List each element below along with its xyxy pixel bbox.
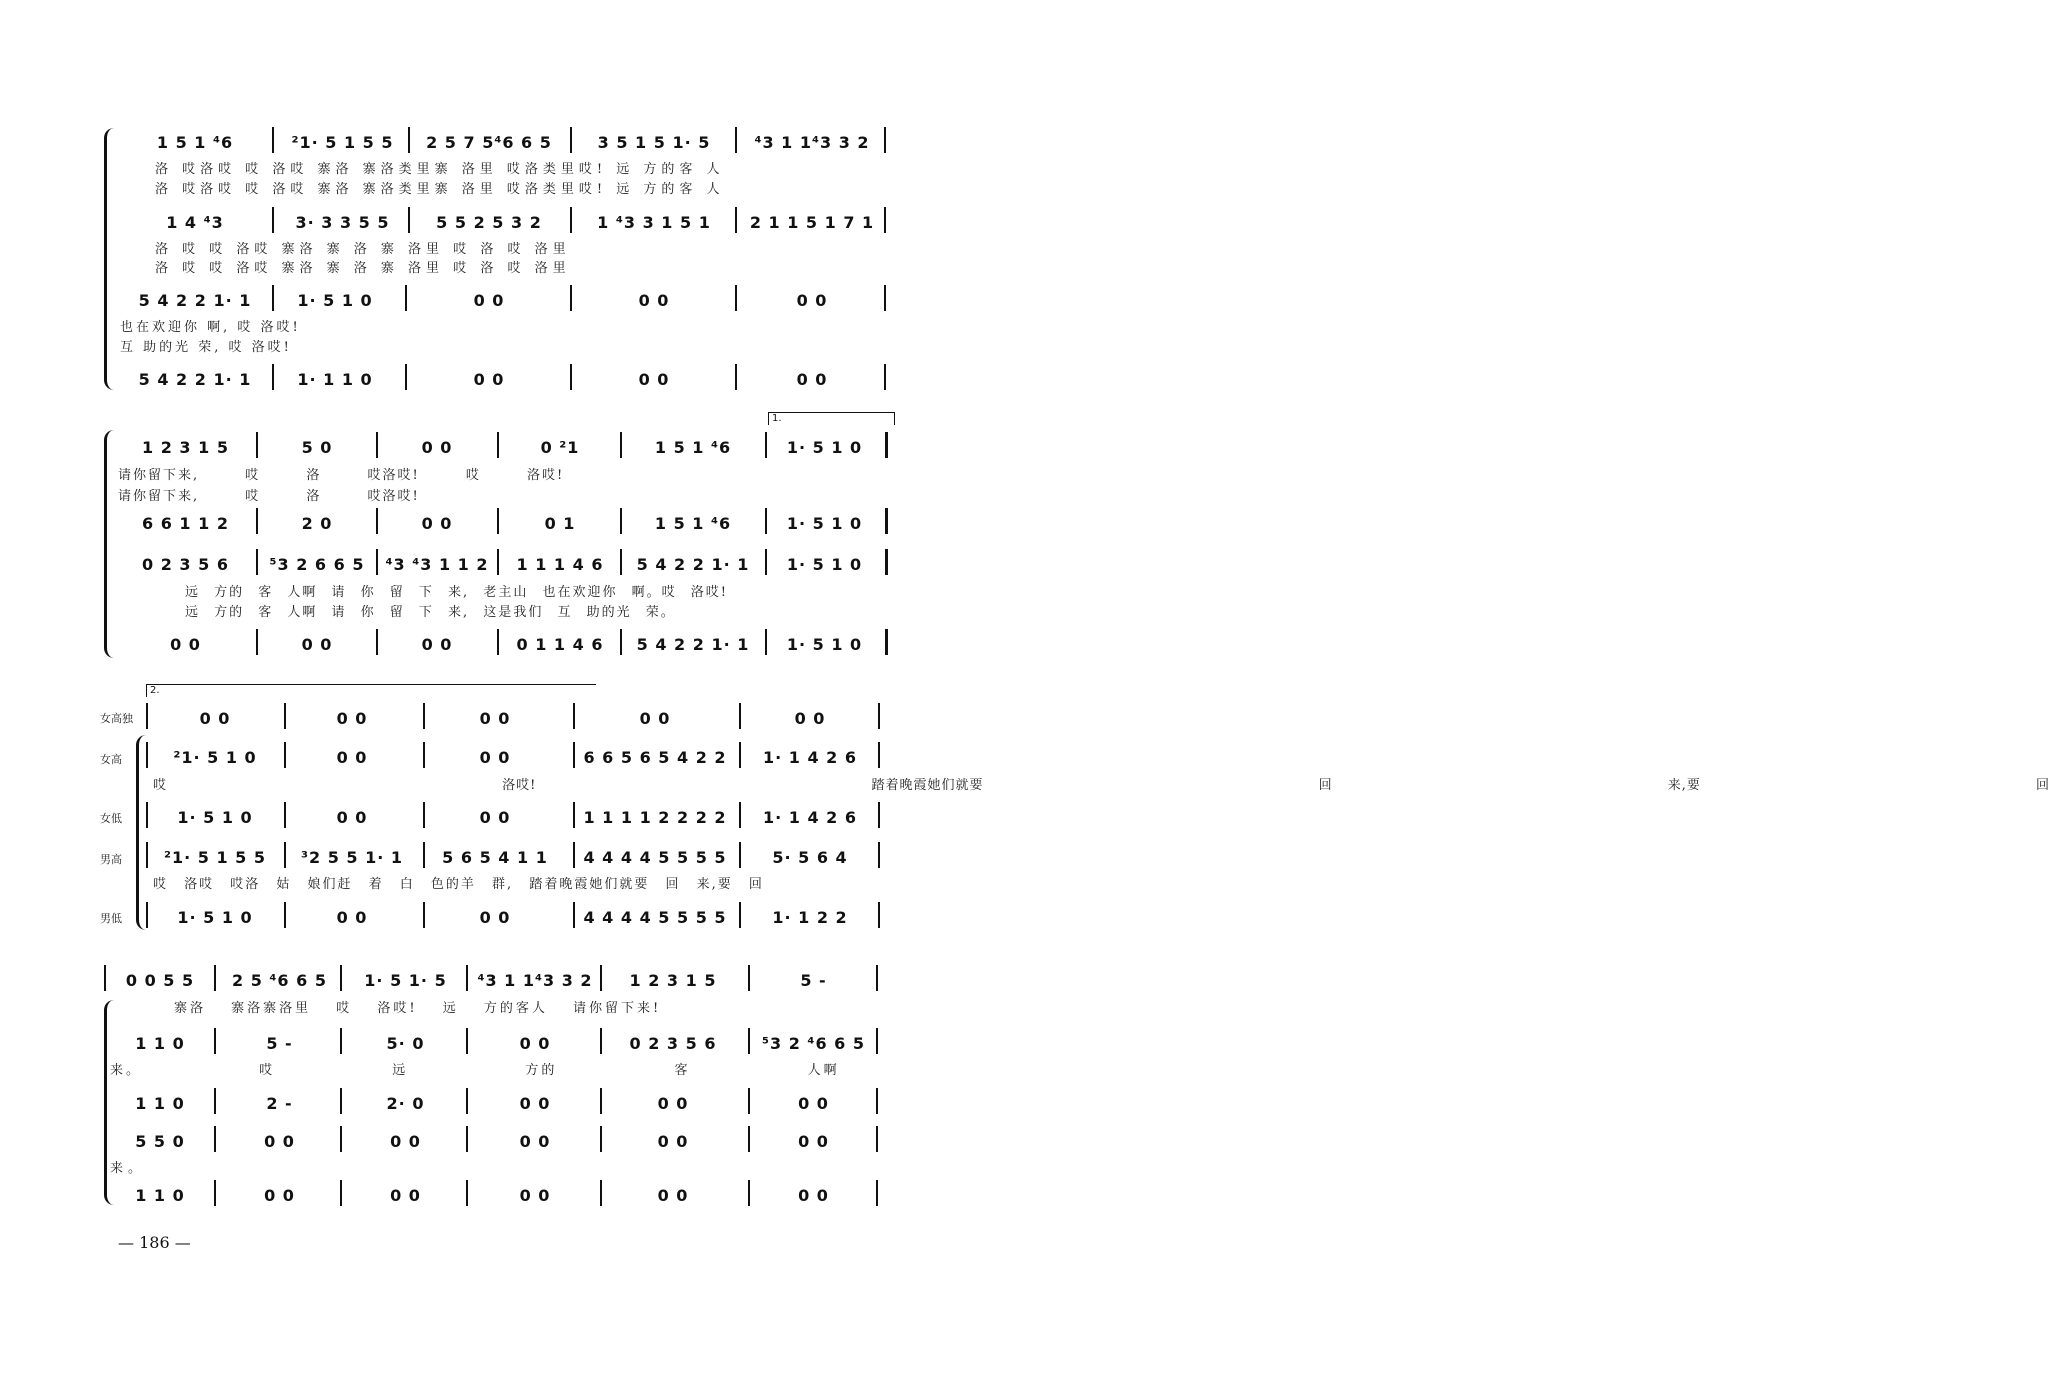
barline	[570, 127, 572, 153]
measure: 5 4 2 2 1· 1	[138, 291, 252, 310]
measure: 1 1 0	[135, 1186, 185, 1205]
barline	[739, 703, 741, 729]
barline	[573, 802, 575, 828]
barline	[284, 902, 286, 928]
lyric-line: 请你留下来, 哎 洛 哎洛哎! 哎 洛哎!	[118, 468, 565, 483]
system-brace	[104, 430, 119, 658]
barline	[748, 1180, 750, 1206]
measure: ⁴3 ⁴3 1 1 2	[385, 555, 489, 574]
lyric-line: 洛 哎 哎 洛哎 寨洛 寨 洛 寨 洛里 哎 洛 哎 洛里	[155, 261, 571, 276]
measure: 1· 5 1 0	[177, 908, 253, 927]
voice-label: 男高	[100, 853, 122, 866]
barline	[146, 742, 148, 768]
barline	[256, 549, 258, 575]
measure: 1 2 3 1 5	[629, 971, 717, 990]
barline	[570, 285, 572, 311]
barline	[272, 364, 274, 390]
barline	[735, 127, 737, 153]
measure: 0 0	[798, 1186, 829, 1205]
barline	[423, 842, 425, 868]
barline	[620, 508, 622, 534]
measure: 3· 3 3 5 5	[295, 213, 390, 232]
measure: 0 0	[639, 709, 671, 728]
measure: 5 6 5 4 1 1	[442, 848, 548, 867]
repeat-barline	[885, 629, 888, 655]
barline	[466, 965, 468, 991]
barline	[408, 207, 410, 233]
barline	[497, 629, 499, 655]
barline	[570, 207, 572, 233]
barline	[284, 802, 286, 828]
barline	[423, 742, 425, 768]
measure: 0 0	[170, 635, 201, 654]
barline	[600, 1180, 602, 1206]
barline	[256, 629, 258, 655]
staff-row	[0, 514, 990, 536]
measure: ²1· 5 1 5 5	[163, 848, 267, 867]
measure: 0 0	[796, 291, 828, 310]
repeat-barline	[885, 508, 888, 534]
barline	[884, 285, 886, 311]
barline	[376, 549, 378, 575]
measure: 1 1 0	[135, 1034, 185, 1053]
barline	[765, 549, 767, 575]
barline	[739, 742, 741, 768]
barline	[884, 364, 886, 390]
measure: 1 1 0	[135, 1094, 185, 1113]
barline	[423, 703, 425, 729]
measure: 2 1 1 5 1 7 1	[749, 213, 875, 232]
volta-bracket-2: 2.	[146, 684, 596, 697]
barline	[256, 432, 258, 458]
measure: 0 0	[336, 808, 368, 827]
volta-bracket-1: 1.	[768, 412, 895, 425]
measure: 0 0	[798, 1094, 829, 1113]
voice-label: 女低	[100, 812, 122, 825]
barline	[466, 1126, 468, 1152]
barline	[600, 1088, 602, 1114]
barline	[735, 285, 737, 311]
lyric-line: 洛 哎 哎 洛哎 寨洛 寨 洛 寨 洛里 哎 洛 哎 洛里	[155, 242, 571, 257]
measure: 0 0	[421, 514, 453, 533]
measure: 5 0	[301, 438, 333, 457]
measure: 5 4 2 2 1· 1	[138, 370, 252, 389]
measure: 0 0	[421, 635, 453, 654]
barline	[376, 629, 378, 655]
measure: 0 0	[519, 1094, 551, 1113]
barline	[466, 1180, 468, 1206]
measure: 1· 5 1 0	[297, 291, 373, 310]
staff-row	[0, 971, 990, 993]
measure: 0 0	[638, 291, 670, 310]
measure: 5 5 0	[135, 1132, 185, 1151]
measure: 5 4 2 2 1· 1	[636, 635, 750, 654]
page-number: — 186 —	[118, 1233, 191, 1252]
barline	[573, 842, 575, 868]
measure: 5· 0	[386, 1034, 425, 1053]
measure: 1· 1 2 2	[772, 908, 848, 927]
staff-row	[0, 848, 990, 870]
barline	[884, 207, 886, 233]
staff-row	[0, 291, 990, 313]
staff-row	[0, 1034, 990, 1056]
barline	[272, 285, 274, 311]
measure: 0 0	[336, 748, 368, 767]
barline	[765, 432, 767, 458]
measure: 0 0	[479, 908, 511, 927]
lyric-line: 请你留下来, 哎 洛 哎洛哎!	[118, 489, 420, 504]
barline	[876, 1180, 878, 1206]
measure: 0 0	[336, 908, 368, 927]
lyric-line: 寨洛 寨洛寨洛里 哎 洛哎! 远 方的客人 请你留下来!	[174, 1001, 662, 1016]
lyric-line: 远 方的 客 人啊 请 你 留 下 来, 老主山 也在欢迎你 啊。哎 洛哎!	[185, 585, 728, 600]
barline	[878, 902, 880, 928]
measure: 5· 5 6 4	[772, 848, 848, 867]
measure: 4 4 4 4 5 5 5 5	[583, 848, 727, 867]
measure: 3 5 1 5 1· 5	[597, 133, 711, 152]
measure: 0 2 3 5 6	[142, 555, 229, 574]
barline	[735, 207, 737, 233]
staff-row	[0, 635, 990, 657]
measure: 0 0	[796, 370, 828, 389]
barline	[878, 842, 880, 868]
staff-row	[0, 709, 990, 731]
measure: 0 2 3 5 6	[629, 1034, 717, 1053]
barline	[748, 1028, 750, 1054]
barline	[423, 902, 425, 928]
barline	[765, 629, 767, 655]
barline	[570, 364, 572, 390]
staff-row	[0, 438, 990, 460]
barline	[497, 432, 499, 458]
measure: ⁴3 1 1⁴3 3 2	[754, 133, 870, 152]
barline	[573, 902, 575, 928]
barline	[620, 549, 622, 575]
barline	[214, 1088, 216, 1114]
measure: 1· 5 1 0	[786, 438, 863, 457]
barline	[340, 965, 342, 991]
lyric-line: 哎 洛哎 哎洛 姑 娘们赶 着 白 色的羊 群, 踏着晚霞她们就要 回 来,要 回	[153, 877, 764, 892]
measure: 0 0 5 5	[125, 971, 195, 990]
measure: 6 6 5 6 5 4 2 2	[583, 748, 727, 767]
staff-row	[0, 1186, 990, 1208]
barline	[340, 1180, 342, 1206]
measure: 4 4 4 4 5 5 5 5	[583, 908, 727, 927]
measure: 2 -	[266, 1094, 293, 1113]
barline	[620, 629, 622, 655]
measure: 2 5 7 5⁴6 6 5	[426, 133, 552, 152]
lyric-line: 互 助的光 荣, 哎 洛哎!	[120, 340, 292, 355]
voice-label: 男低	[100, 912, 122, 925]
lyric-line: 哎 洛哎! 踏着晚霞她们就要 回 来,要 回	[153, 778, 2050, 793]
barline	[466, 1028, 468, 1054]
measure: 0 0	[657, 1132, 689, 1151]
measure: 0 0	[657, 1094, 689, 1113]
measure: 1 5 1 ⁴6	[654, 438, 732, 457]
barline	[272, 127, 274, 153]
barline	[600, 1028, 602, 1054]
barline	[214, 1028, 216, 1054]
staff-row	[0, 808, 990, 830]
measure: 0 0	[199, 709, 231, 728]
barline	[340, 1088, 342, 1114]
measure: 1 1 1 4 6	[516, 555, 604, 574]
barline	[104, 965, 106, 991]
measure: 1· 5 1 0	[177, 808, 253, 827]
barline	[876, 1088, 878, 1114]
measure: ⁴3 1 1⁴3 3 2	[477, 971, 593, 990]
measure: 5 -	[800, 971, 827, 990]
measure: 1· 1 4 2 6	[762, 748, 858, 767]
measure: ²1· 5 1 0	[173, 748, 257, 767]
measure: 0 0	[519, 1186, 551, 1205]
measure: 1 5 1 ⁴6	[156, 133, 234, 152]
measure: 1· 1 1 0	[297, 370, 373, 389]
measure: 0 0	[264, 1132, 295, 1151]
measure: 1 5 1 ⁴6	[654, 514, 732, 533]
barline	[735, 364, 737, 390]
barline	[620, 432, 622, 458]
barline	[748, 1088, 750, 1114]
barline	[146, 842, 148, 868]
barline	[878, 802, 880, 828]
barline	[376, 508, 378, 534]
barline	[340, 1126, 342, 1152]
measure: 6 6 1 1 2	[142, 514, 229, 533]
measure: 0 0	[473, 291, 505, 310]
barline	[600, 965, 602, 991]
barline	[573, 742, 575, 768]
barline	[405, 364, 407, 390]
barline	[214, 965, 216, 991]
measure: 0 0	[390, 1132, 421, 1151]
measure: 1 ⁴3 3 1 5 1	[597, 213, 711, 232]
repeat-barline	[885, 432, 888, 458]
measure: 0 0	[519, 1132, 551, 1151]
barline	[214, 1126, 216, 1152]
measure: 2 0	[301, 514, 333, 533]
barline	[876, 1028, 878, 1054]
staff-row	[0, 1132, 990, 1154]
measure: 0 0	[473, 370, 505, 389]
barline	[146, 802, 148, 828]
measure: ⁵3 2 6 6 5	[269, 555, 365, 574]
barline	[739, 842, 741, 868]
measure: 0 0	[519, 1034, 551, 1053]
barline	[573, 703, 575, 729]
lyric-line: 洛 哎洛哎 哎 洛哎 寨洛 寨洛类里寨 洛里 哎洛类里哎! 远 方的客 人	[155, 162, 725, 177]
measure: 2 5 ⁴6 6 5	[232, 971, 327, 990]
barline	[739, 802, 741, 828]
barline	[284, 703, 286, 729]
barline	[146, 902, 148, 928]
barline	[272, 207, 274, 233]
staff-row	[0, 1094, 990, 1116]
barline	[878, 742, 880, 768]
barline	[466, 1088, 468, 1114]
measure: 0 0	[479, 709, 511, 728]
barline	[600, 1126, 602, 1152]
measure: 0 0	[390, 1186, 421, 1205]
barline	[146, 703, 148, 729]
barline	[748, 1126, 750, 1152]
measure: 0 0	[794, 709, 826, 728]
staff-row	[0, 908, 990, 930]
measure: 1· 5 1· 5	[364, 971, 447, 990]
barline	[497, 508, 499, 534]
barline	[739, 902, 741, 928]
barline	[765, 508, 767, 534]
measure: 0 0	[336, 709, 368, 728]
barline	[884, 127, 886, 153]
measure: 5 -	[266, 1034, 293, 1053]
measure: 2· 0	[386, 1094, 425, 1113]
barline	[376, 432, 378, 458]
staff-row	[0, 213, 990, 235]
lyric-line: 远 方的 客 人啊 请 你 留 下 来, 这是我们 互 助的光 荣。	[185, 605, 676, 620]
measure: 1 1 1 1 2 2 2 2	[583, 808, 727, 827]
measure: 1· 5 1 0	[786, 555, 863, 574]
repeat-barline	[885, 549, 888, 575]
measure: 0 0	[264, 1186, 295, 1205]
measure: 1 4 ⁴3	[166, 213, 224, 232]
measure: 0 0	[421, 438, 453, 457]
measure: 5 4 2 2 1· 1	[636, 555, 750, 574]
lyric-line: 洛 哎洛哎 哎 洛哎 寨洛 寨洛类里寨 洛里 哎洛类里哎! 远 方的客 人	[155, 182, 725, 197]
measure: 0 1	[544, 514, 576, 533]
staff-row	[0, 748, 990, 770]
measure: ⁵3 2 ⁴6 6 5	[762, 1034, 865, 1053]
measure: 0 ²1	[540, 438, 580, 457]
barline	[256, 508, 258, 534]
barline	[408, 127, 410, 153]
measure: ²1· 5 1 5 5	[291, 133, 394, 152]
barline	[340, 1028, 342, 1054]
measure: 1· 5 1 0	[786, 514, 863, 533]
voice-label: 女高独	[100, 712, 133, 725]
system-brace	[104, 128, 119, 390]
barline	[876, 1126, 878, 1152]
staff-row	[0, 555, 990, 577]
measure: 0 0	[301, 635, 333, 654]
barline	[876, 965, 878, 991]
measure: 0 0	[657, 1186, 689, 1205]
staff-row	[0, 370, 990, 392]
measure: 0 1 1 4 6	[516, 635, 604, 654]
measure: 5 5 2 5 3 2	[436, 213, 542, 232]
barline	[284, 742, 286, 768]
measure: 0 0	[638, 370, 670, 389]
lyric-line: 也在欢迎你 啊, 哎 洛哎!	[120, 320, 301, 335]
barline	[497, 549, 499, 575]
lyric-line: 来。	[110, 1161, 147, 1176]
measure: 0 0	[479, 808, 511, 827]
measure: ³2 5 5 1· 1	[300, 848, 404, 867]
measure: 1 2 3 1 5	[142, 438, 229, 457]
voice-label: 女高	[100, 753, 122, 766]
measure: 1· 1 4 2 6	[762, 808, 858, 827]
barline	[214, 1180, 216, 1206]
lyric-line: 来。 哎 远 方的 客 人啊	[110, 1063, 840, 1078]
staff-row	[0, 133, 990, 155]
barline	[423, 802, 425, 828]
measure: 1· 5 1 0	[786, 635, 863, 654]
barline	[284, 842, 286, 868]
measure: 0 0	[479, 748, 511, 767]
measure: 0 0	[798, 1132, 829, 1151]
barline	[878, 703, 880, 729]
barline	[748, 965, 750, 991]
barline	[405, 285, 407, 311]
